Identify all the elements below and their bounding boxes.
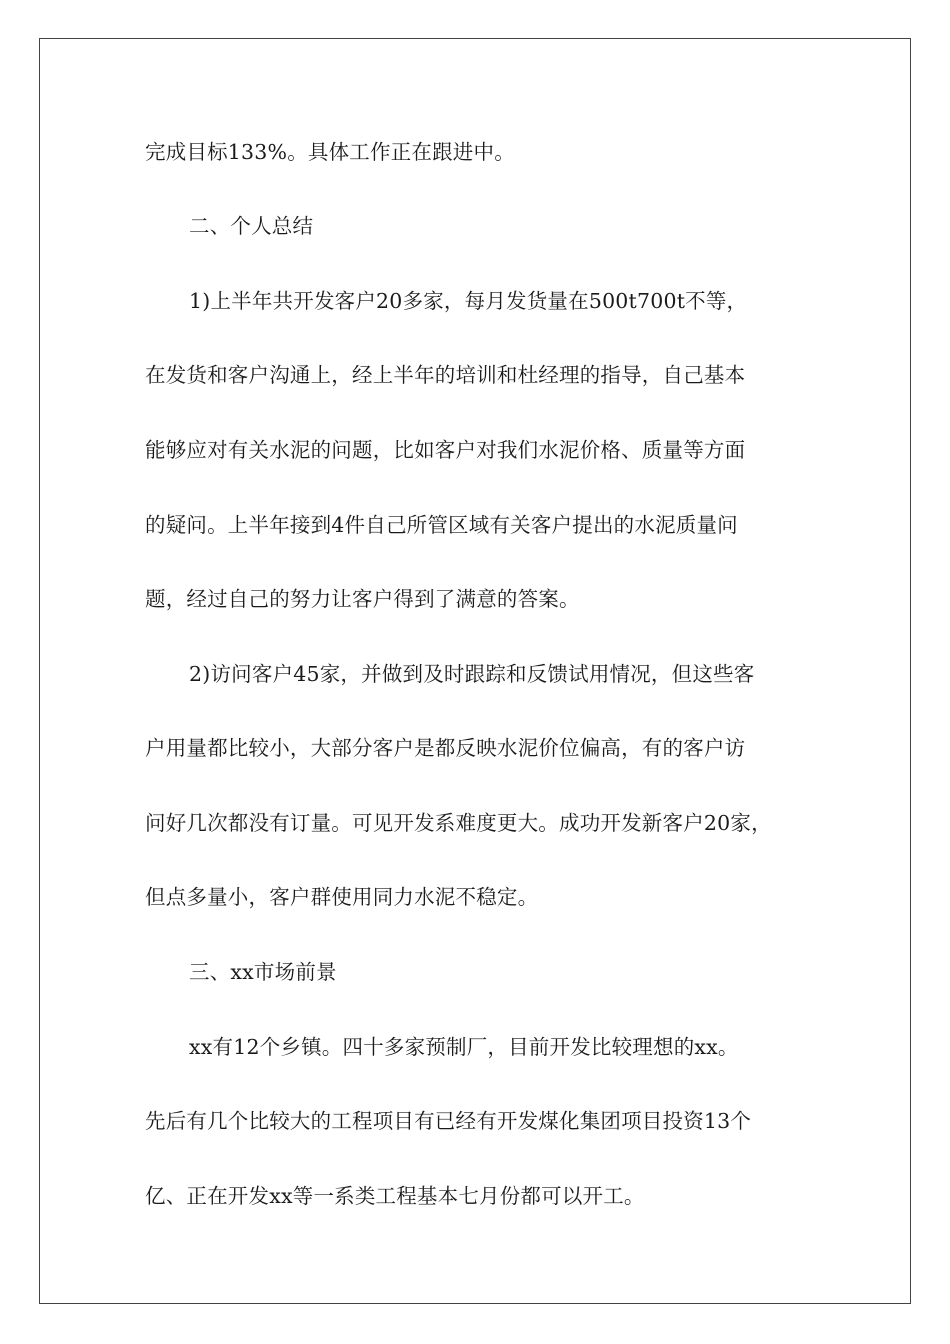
body-text-line: 的疑问。上半年接到4件自己所管区域有关客户提出的水泥质量问 [145,513,738,537]
body-text-line: 题，经过自己的努力让客户得到了满意的答案。 [145,587,580,611]
body-text-line: 问好几次都没有订量。可见开发系难度更大。成功开发新客户20家， [145,811,772,835]
body-text-line: 但点多量小，客户群使用同力水泥不稳定。 [145,885,539,909]
body-text-line: 能够应对有关水泥的问题，比如客户对我们水泥价格、质量等方面 [145,438,746,462]
body-text-line: 在发货和客户沟通上，经上半年的培训和杜经理的指导，自己基本 [145,363,746,387]
body-text-line: 先后有几个比较大的工程项目有已经有开发煤化集团项目投资13个 [145,1109,752,1133]
body-text-line: 户用量都比较小，大部分客户是都反映水泥价位偏高，有的客户访 [145,736,746,760]
body-text-line: 1)上半年共开发客户20多家，每月发货量在500t700t不等， [189,289,748,313]
body-text-line: 2)访问客户45家，并做到及时跟踪和反馈试用情况，但这些客 [189,662,755,686]
body-text-line: 亿、正在开发xx等一系类工程基本七月份都可以开工。 [145,1184,645,1208]
section-heading: 三、xx市场前景 [189,960,337,984]
body-text-line: xx有12个乡镇。四十多家预制厂，目前开发比较理想的xx。 [189,1035,739,1059]
body-text-line: 完成目标133%。具体工作正在跟进中。 [145,140,515,164]
section-heading: 二、个人总结 [189,214,314,238]
